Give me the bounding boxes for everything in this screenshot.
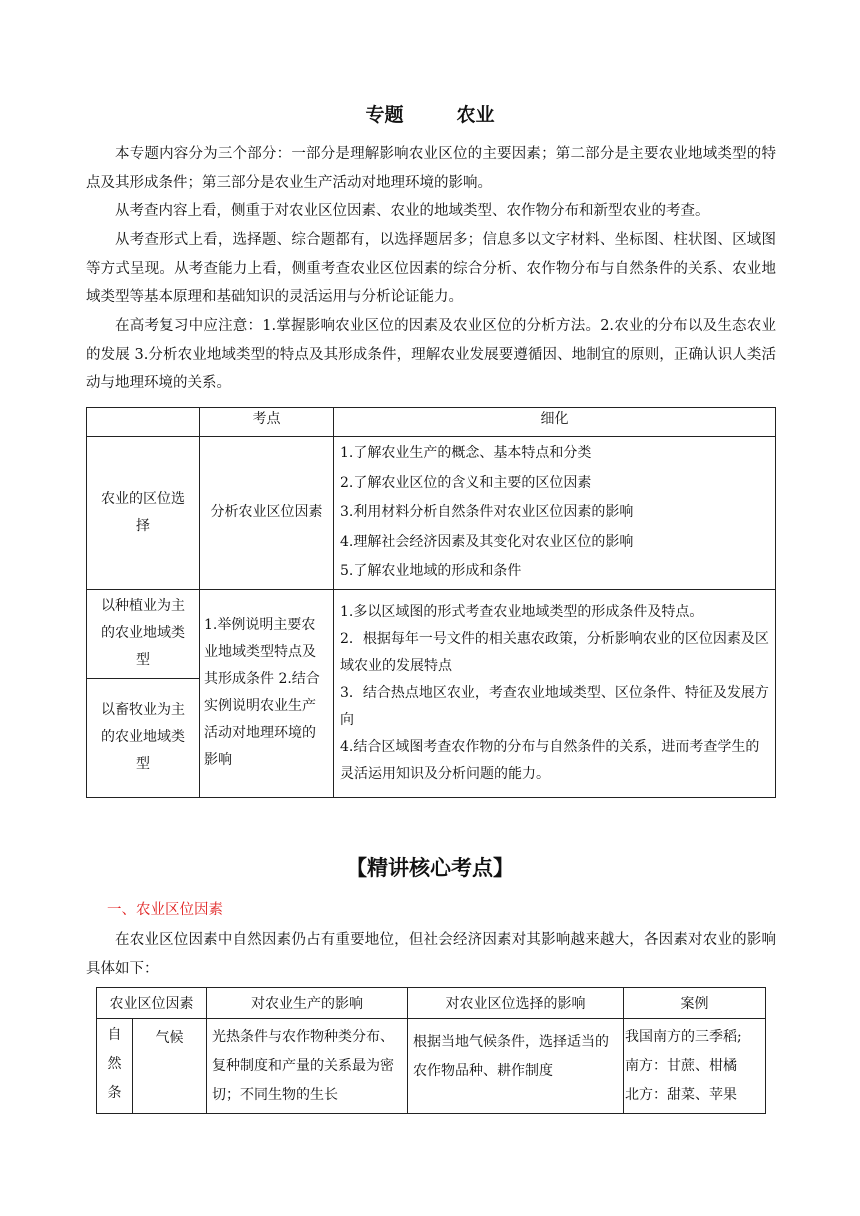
table-header-choice: 对农业区位选择的影响 — [408, 988, 624, 1019]
detail-item: 2.了解农业区位的含义和主要的区位因素 — [340, 474, 592, 491]
category-cell — [97, 1019, 133, 1114]
detail-item: 1.多以区域图的形式考查农业地域类型的形成条件及特点。 — [340, 603, 704, 620]
detail-item: 5.了解农业地域的形成和条件 — [340, 563, 522, 579]
table-header-impact: 对农业生产的影响 — [207, 988, 408, 1019]
details-cell — [334, 589, 776, 797]
point-cell: 1.举例说明主要农业地域类型特点及其形成条件 2.结合实例说明农业生产活动对地理环境的影响 — [200, 589, 334, 797]
factors-intro-paragraph: 在农业区位因素中自然因素仍占有重要地位，但社会经济因素对其影响越来越大，各因素对农业的影响具体如下： — [86, 932, 776, 977]
section-title: 【精讲核心考点】 — [346, 856, 514, 880]
table-header-examples: 案例 — [624, 988, 766, 1019]
table-header-empty — [87, 408, 200, 437]
category-vertical-text: 自然条 — [107, 1027, 122, 1101]
table-header-factor: 农业区位因素 — [97, 988, 207, 1019]
example-item: 南方：甘蔗、柑橘 — [625, 1058, 737, 1074]
table-row — [87, 589, 776, 678]
detail-item: 3．结合热点地区农业，考查农业地域类型、区位条件、特征及发展方向 — [340, 684, 769, 728]
example-item: 北方：甜菜、苹果 — [625, 1087, 737, 1103]
section-subheading: 一、农业区位因素 — [107, 902, 223, 918]
intro-paragraph-2: 从考查内容上看，侧重于对农业区位因素、农业的地域类型、农作物分布和新型农业的考查。 — [115, 203, 710, 219]
examples-cell — [624, 1019, 766, 1114]
choice-cell: 根据当地气候条件，选择适当的农作物品种、耕作制度 — [408, 1019, 624, 1114]
intro-paragraph-4: 在高考复习中应注意：1.掌握影响农业区位的因素及农业区位的分析方法。2.农业的分布以及生态农业的发展 3.分析农业地域类型的特点及其形成条件，理解农业发展要遵循因、地制宜的原则，正确认识人类活动与地理环境的关系。 — [86, 318, 776, 391]
detail-item: 4.理解社会经济因素及其变化对农业区位的影响 — [340, 533, 634, 550]
impact-cell — [207, 1019, 408, 1114]
detail-item: 2．根据每年一号文件的相关惠农政策，分析影响农业的区位因素及区域农业的发展特点 — [340, 630, 769, 674]
table-header-details: 细化 — [334, 408, 776, 437]
point-cell: 分析农业区位因素 — [200, 437, 334, 590]
agriculture-factors-table — [96, 987, 766, 1114]
intro-paragraph-3: 从考查形式上看，选择题、综合题都有，以选择题居多；信息多以文字材料、坐标图、柱状图、区域图等方式呈现。从考查能力上看，侧重考查农业区位因素的综合分析、农作物分布与自然条件的关系、农业地域类型等基本原理和基础知识的灵活运用与分析论证能力。 — [86, 232, 776, 305]
table-header-row — [97, 988, 766, 1019]
table-header-row — [87, 408, 776, 437]
exam-points-table — [86, 407, 776, 798]
example-item: 我国南方的三季稻; — [625, 1029, 742, 1045]
table-row — [87, 437, 776, 590]
topic-cell: 以畜牧业为主的农业地域类型 — [87, 678, 200, 797]
factor-cell: 气候 — [133, 1019, 207, 1114]
table-row — [97, 1019, 766, 1114]
table-header-point: 考点 — [200, 408, 334, 437]
impact-text: 光热条件与农作物种类分布、复种制度和产量的关系最为密切；不同生物的生长 — [212, 1029, 394, 1103]
detail-item: 3.利用材料分析自然条件对农业区位因素的影响 — [340, 504, 634, 520]
detail-item: 1.了解农业生产的概念、基本特点和分类 — [340, 445, 592, 461]
intro-paragraph-1: 本专题内容分为三个部分：一部分是理解影响农业区位的主要因素；第二部分是主要农业地域类型的特点及其形成条件；第三部分是农业生产活动对地理环境的影响。 — [86, 146, 776, 191]
topic-cell: 以种植业为主的农业地域类型 — [87, 589, 200, 678]
details-cell — [334, 437, 776, 590]
topic-cell: 农业的区位选择 — [87, 437, 200, 590]
page-title: 专题 农业 — [365, 104, 495, 126]
detail-item: 4.结合区域图考查农作物的分布与自然条件的关系，进而考查学生的灵活运用知识及分析问题的能力。 — [340, 738, 760, 782]
